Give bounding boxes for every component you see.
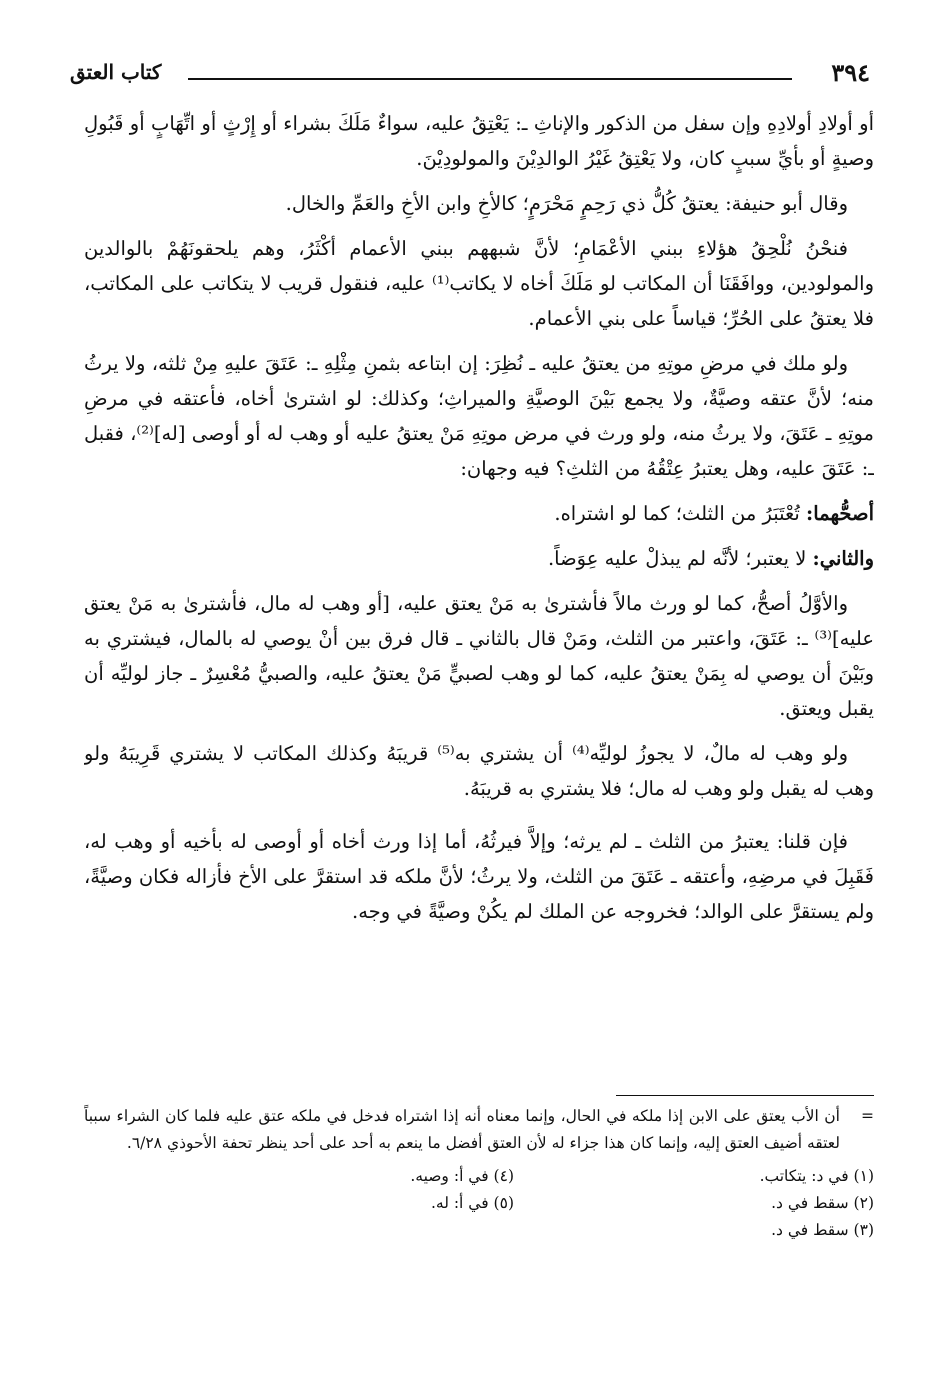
continuation-marker: = [861,1107,874,1125]
paragraph-3: فنحْنُ نُلْحِقُ هؤلاءِ ببني الأعْمَامِ؛ لأنَّ شبههم ببني الأعمام أكْثَرُ، وهم يلحقونَهُمْ بالوالدين والمولودين، ووافَقَنَا أن المكاتب لو مَلَكَ أخاه لا يكاتب⁽¹⁾ عليه، فنقول قريب لا يتكاتب على المكاتب، فلا يعتقُ على الحُرِّ؛ قياساً على بني الأعمام. [84,237,874,330]
footnote-2: (٢) سقط في د. [771,1194,874,1212]
paragraph-2: وقال أبو حنيفة: يعتقُ كُلُّ ذي رَحِمٍ مَحْرَمٍ؛ كالأخِ وابن الأخِ والعَمِّ والخال. [285,192,848,215]
footnote-1: (١) في د: يتكاتب. [759,1167,874,1185]
footnote-3: (٣) سقط في د. [771,1221,874,1239]
footnote-rule [616,1095,874,1096]
footnote-continuation [84,1103,874,1157]
paragraph-7: والأوَّلُ أصحُّ، كما لو ورث مالاً فأشترىٰ به مَنْ يعتق عليه، [أو وهب له مال، فأشترىٰ به مَنْ يعتق عليه]⁽³⁾ ـ: عَتَقَ، واعتبر من الثلث، ومَنْ قال بالثاني ـ قال فرق بين أنْ يوصي له بالمال، فيشتري به وبَيْنَ أن يوصي له بِمَنْ يعتقُ عليه، كما لو وهب لصبيٍّ مَنْ يعتقُ عليه، والصبيُّ مُعْسِرٌ ـ جاز لوليِّه أن يقبل ويعتق. [84,592,874,720]
footnote-column-left [154,1163,514,1244]
paragraph-1: أو أولادِ أولادِهِ وإن سفل من الذكور والإناثِ ـ: يَعْتِقُ عليه، سواءٌ مَلَكَ بشراء أو إِرْثٍ أو اتِّهَابٍ أو قَبُولِ وصيةٍ أو بأيِّ سببٍ كان، ولا يَعْتِقُ غَيْرُ الوالدِيْنَ والمولودِيْنَ. [84,112,874,170]
paragraph-8: ولو وهب له مالٌ، لا يجوزُ لوليِّه⁽⁴⁾ أن يشتري به⁽⁵⁾ قريبَهُ وكذلك المكاتب لا يشتري قَرِيبَهُ ولو وهب له يقبل ولو وهب له مال؛ فلا يشتري به قريبَهُ. [84,742,874,800]
paragraph-6-text: لا يعتبر؛ لأنَّه لم يبذلْ عليه عِوَضاً. [547,547,813,570]
paragraph-5-text: تُعْتَبَرُ من الثلث؛ كما لو اشتراه. [554,502,807,525]
footnote-columns [84,1163,874,1244]
paragraph-6 [84,541,874,576]
paragraph-6-lead: والثاني: [812,547,874,570]
footnotes [84,1103,874,1323]
page-number: ٣٩٤ [831,58,870,87]
running-title: كتاب العتق [70,60,162,84]
paragraph-4: ولو ملك في مرضِ موتِهِ من يعتقُ عليه ـ نُظِرَ: إن ابتاعه بثمنِ مِثْلِهِ ـ: عَتَقَ عليهِ مِنْ ثلثه، ولا يرثُ منه؛ لأنَّ عتقه وصيَّةٌ، ولا يجمع بَيْنَ الوصيَّةِ والميراثِ؛ وكذلك: لو اشترىٰ أخاه، فأعتقه في مرضِ موتِهِ ـ عَتَقَ، ولا يرثُ منه، ولو ورث في مرض موتِهِ مَنْ يعتقُ عليه أو وهب له أو أوصى [له]⁽²⁾، فقبل ـ: عَتَقَ عليه، وهل يعتبرُ عِتْقُهُ من الثلثِ؟ فيه وجهان: [84,352,874,480]
paragraph-9: فإن قلنا: يعتبرُ من الثلث ـ لم يرثه؛ وإلاَّ فيرثُهُ، أما إذا ورث أخاه أو أوصى له بأخيه أو وهب له، فَقَبِلَ في مرضِهِ، وأعتقه ـ عَتَقَ من الثلث، ولا يرثُ؛ لأنَّ ملكه قد استقرَّ على الأخ فأزاله فكان وصيَّةً، ولم يستقرَّ على الوالد؛ فخروجه عن الملك لم يكُنْ وصيَّةً في وجه. [84,830,874,923]
paragraph-5 [84,496,874,531]
page-header [70,58,870,94]
footnote-4: (٤) في أ: وصيه. [410,1167,514,1185]
main-text [84,106,874,1061]
paragraph-5-lead: أصحُّهما: [806,502,874,525]
footnote-5: (٥) في أ: له. [430,1194,514,1212]
footnote-column-right [514,1163,874,1244]
continuation-text: أن الأب يعتق على الابن إذا ملكه في الحال، وإنما معناه أنه إذا اشتراه فدخل في ملكه عتق عليه فلما كان الشراء سبباً لعتقه أضيف العتق إليه، وإنما كان هذا جزاء له لأن العتق أفضل ما ينعم به أحد على أحد ينظر تحفة الأحوذي ٦/٢٨. [84,1107,840,1152]
header-rule [188,78,792,80]
